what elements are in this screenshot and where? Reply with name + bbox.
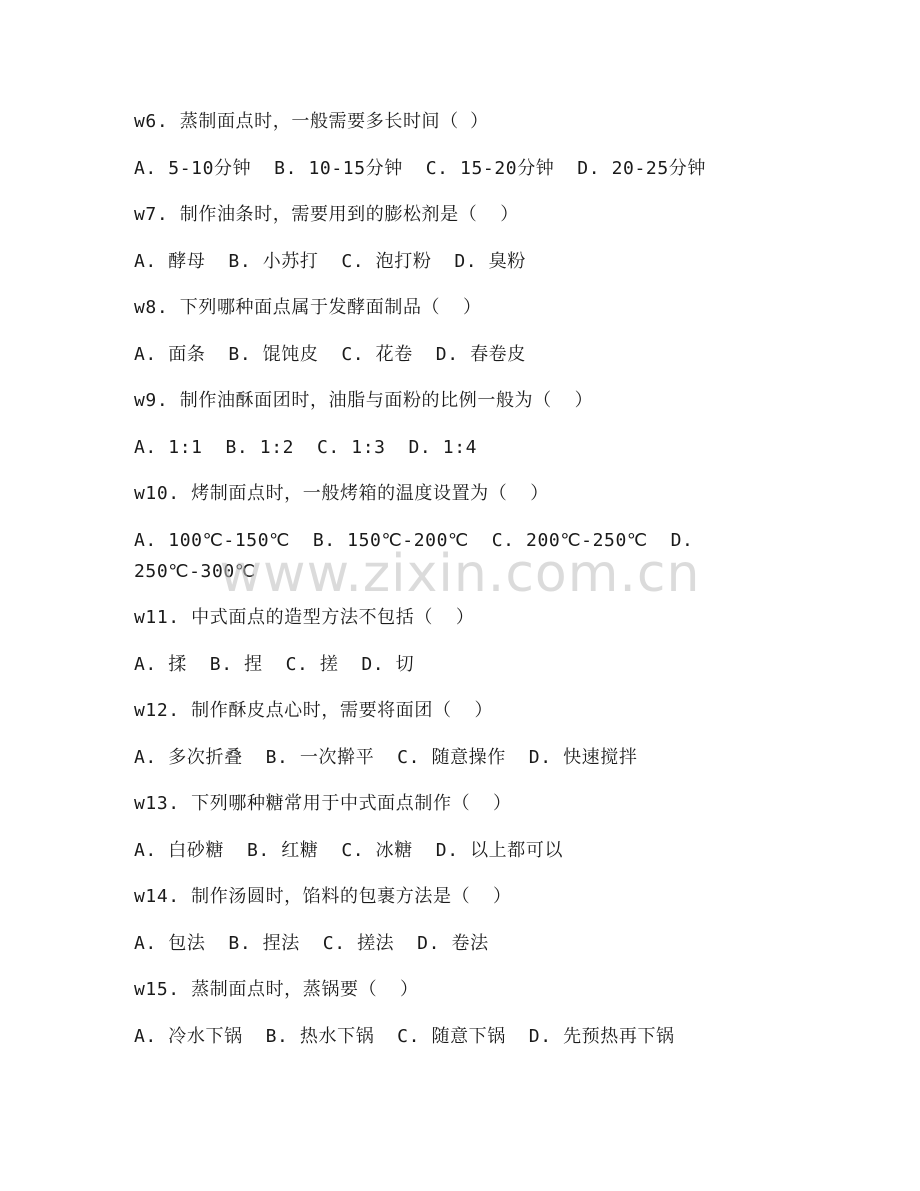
question-w13: w13. 下列哪种糖常用于中式面点制作（ ）: [134, 793, 512, 814]
question-list: [134, 106, 774, 1067]
question-w14: w14. 制作汤圆时，馅料的包裹方法是（ ）: [134, 886, 512, 907]
options-w7: A. 酵母 B. 小苏打 C. 泡打粉 D. 臭粉: [134, 250, 526, 272]
options-w14: A. 包法 B. 捏法 C. 搓法 D. 卷法: [134, 932, 489, 954]
options-w6: A. 5-10分钟 B. 10-15分钟 C. 15-20分钟 D. 20-25分钟: [134, 157, 706, 179]
question-w11: w11. 中式面点的造型方法不包括（ ）: [134, 607, 475, 628]
options-w15: A. 冷水下锅 B. 热水下锅 C. 随意下锅 D. 先预热再下锅: [134, 1025, 675, 1047]
options-w10: A. 100℃-150℃ B. 150℃-200℃ C. 200℃-250℃ D. 250℃-300℃: [134, 529, 705, 582]
question-w10: w10. 烤制面点时，一般烤箱的温度设置为（ ）: [134, 483, 549, 504]
question-w15: w15. 蒸制面点时，蒸锅要（ ）: [134, 979, 419, 1000]
options-w12: A. 多次折叠 B. 一次擀平 C. 随意操作 D. 快速搅拌: [134, 746, 638, 768]
question-w9: w9. 制作油酥面团时，油脂与面粉的比例一般为（ ）: [134, 390, 594, 411]
options-w11: A. 揉 B. 捏 C. 搓 D. 切: [134, 653, 415, 675]
options-w8: A. 面条 B. 馄饨皮 C. 花卷 D. 春卷皮: [134, 343, 526, 365]
watermark: www.zixin.com.cn: [219, 544, 701, 604]
question-w7: w7. 制作油条时，需要用到的膨松剂是（ ）: [134, 204, 519, 225]
question-w12: w12. 制作酥皮点心时，需要将面团（ ）: [134, 700, 494, 721]
question-w6: w6. 蒸制面点时，一般需要多长时间（ ）: [134, 111, 489, 132]
question-w8: w8. 下列哪种面点属于发酵面制品（ ）: [134, 297, 482, 318]
options-w9: A. 1:1 B. 1:2 C. 1:3 D. 1:4: [134, 436, 478, 458]
options-w13: A. 白砂糖 B. 红糖 C. 冰糖 D. 以上都可以: [134, 839, 564, 861]
